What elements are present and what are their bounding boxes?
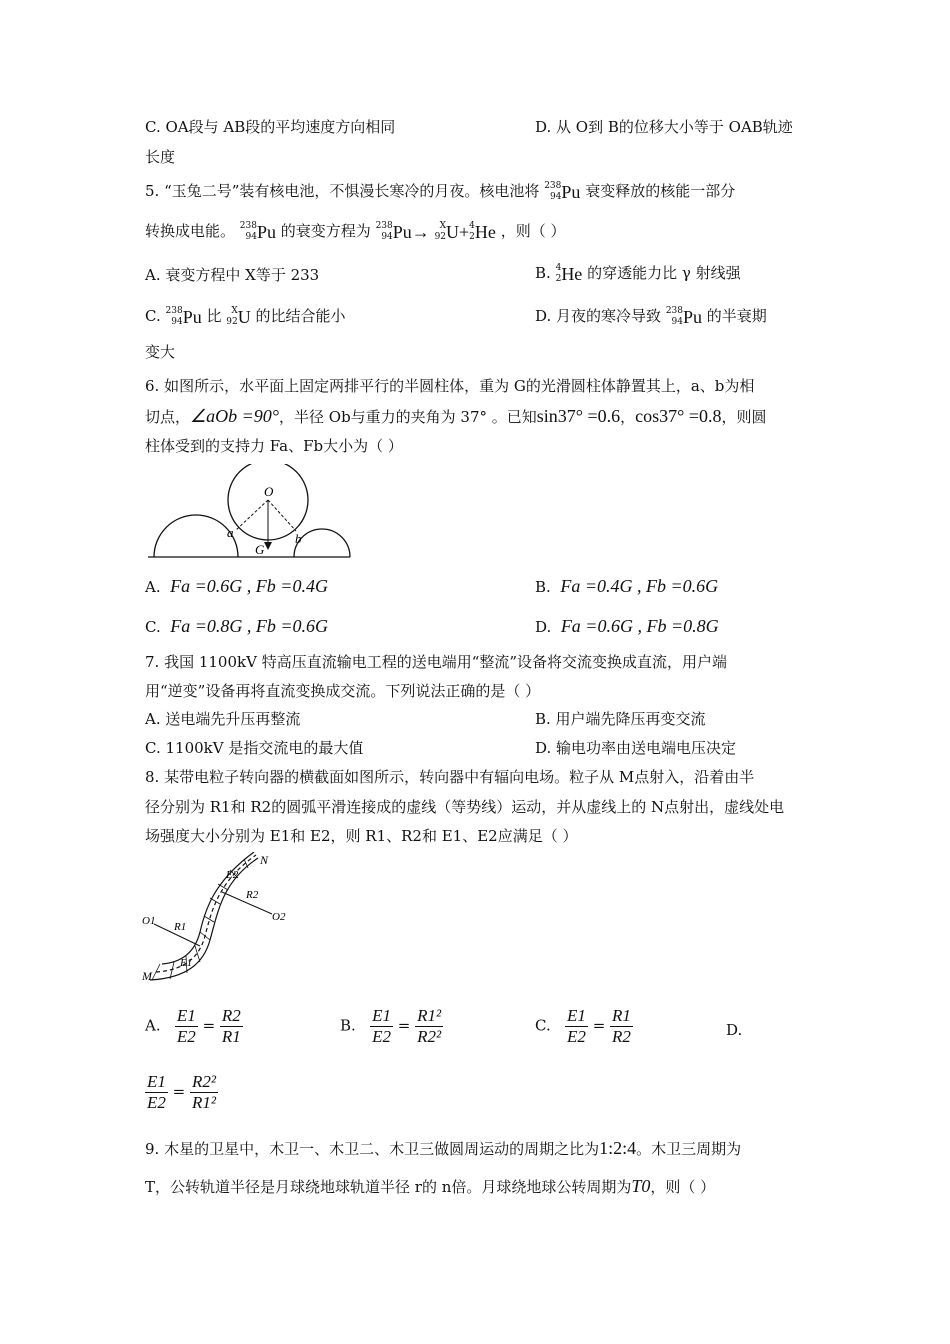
fig-label-r1: R1 [174, 921, 187, 933]
q6-option-c: C. Fa =0.8G , Fb =0.6G [145, 616, 329, 636]
q7-option-b: B. 用户端先降压再变交流 [535, 710, 706, 728]
fig-label-r2: R2 [246, 889, 259, 901]
q7-option-c: C. 1100kV 是指交流电的最大值 [145, 739, 364, 757]
fig-label-o2: O2 [272, 911, 286, 923]
q7-stem-line1: 7. 我国 1100kV 特高压直流输电工程的送电端用“整流”设备将交流变换成直流，用户端 [145, 653, 728, 671]
q9-stem-line2: T，公转轨道半径是月球绕地球轨道半径 r的 n倍。月球绕地球公转周期为T0，则（ ） [145, 1176, 716, 1196]
pu-nuclide: 238 94Pu [544, 181, 581, 202]
q5-stem-line1: 5. “玉兔二号”装有核电池，不惧漫长寒冷的月夜。核电池将 238 94Pu 衰变释放的核能一部分 [145, 181, 736, 202]
q5-option-b: B. 4 2He 的穿透能力比 γ 射线强 [535, 263, 741, 284]
q6-option-a: A. Fa =0.6G , Fb =0.4G [145, 576, 328, 596]
q8-figure [140, 852, 300, 988]
q7-option-a: A. 送电端先升压再整流 [145, 710, 301, 728]
q5-option-d: D. 月夜的寒冷导致 238 94Pu 的半衰期 [535, 306, 767, 327]
q8-option-a: A. $\frac{E1}{E2}$ = $\frac{R2}{R1}$ [145, 1006, 241, 1046]
q8-option-c: C. $\frac{E1}{E2}$ = $\frac{R1}{R2}$ [535, 1006, 631, 1046]
q6-option-d: D. Fa =0.6G , Fb =0.8G [535, 616, 719, 636]
q8-stem-line1: 8. 某带电粒子转向器的横截面如图所示，转向器中有辐向电场。粒子从 M点射入，沿着由半 [145, 768, 755, 786]
fig-label-e1: E1 [180, 957, 193, 969]
decay-equation: 238 94Pu→ X 92U+4 2He [375, 221, 496, 242]
q8-stem-line3: 场强度大小分别为 E1和 E2，则 R1、R2和 E1、E2应满足（ ） [145, 827, 578, 845]
q5-option-d-cont: 变大 [145, 343, 176, 361]
q6-stem-line1: 6. 如图所示，水平面上固定两排平行的半圆柱体，重为 G的光滑圆柱体静置其上，a、b为相 [145, 377, 755, 395]
fig-label-a: a [227, 525, 234, 540]
q5-option-c: C. 238 94Pu 比 X 92U 的比结合能小 [145, 306, 346, 327]
fig-label-e2: E2 [226, 869, 239, 881]
fig-label-o1: O1 [142, 915, 156, 927]
q5-stem-line2: 转换成电能。 238 94Pu 的衰变方程为 238 94Pu→ X 92U+4 2He ，则（ ） [145, 221, 566, 242]
q4-option-d: D. 从 O到 B的位移大小等于 OAB轨迹 [535, 118, 793, 136]
q6-option-b: B. Fa =0.4G , Fb =0.6G [535, 576, 719, 596]
q8-option-d-label: D. [726, 1021, 743, 1039]
q8-option-d: $\frac{E1}{E2}$ = $\frac{\text{R2²}}{\text{R1²}}$ [147, 1072, 216, 1112]
fig-label-o: O [264, 484, 274, 499]
fig-label-n: N [260, 853, 269, 867]
q9-stem-line1: 9. 木星的卫星中，木卫一、木卫二、木卫三做圆周运动的周期之比为1:2:4。木卫三周期为 [145, 1138, 742, 1158]
q6-stem-line2: 切点，∠aOb =90°，半径 Ob与重力的夹角为 37° 。已知sin37° =0.6，cos37° =0.8，则圆 [145, 406, 767, 426]
q7-option-d: D. 输电功率由送电端电压决定 [535, 739, 737, 757]
q6-figure [144, 464, 354, 564]
q6-stem-line3: 柱体受到的支持力 Fa、Fb大小为（ ） [145, 437, 403, 455]
fig-label-g: G [255, 542, 265, 557]
fig-label-b: b [295, 531, 302, 546]
q8-option-b: B. $\frac{E1}{E2}$ = $\frac{\text{R1²}}{\text{R2²}}$ [340, 1006, 442, 1046]
q4-option-d-cont: 长度 [145, 148, 176, 166]
q4-option-c: C. OA段与 AB段的平均速度方向相同 [145, 118, 396, 136]
q5-option-a: A. 衰变方程中 X等于 233 [145, 266, 320, 284]
q8-stem-line2: 径分别为 R1和 R2的圆弧平滑连接成的虚线（等势线）运动，并从虚线上的 N点射出，虚线处电 [145, 798, 785, 816]
fig-label-m: M [142, 969, 152, 983]
q7-stem-line2: 用“逆变”设备再将直流变换成交流。下列说法正确的是（ ） [145, 682, 541, 700]
